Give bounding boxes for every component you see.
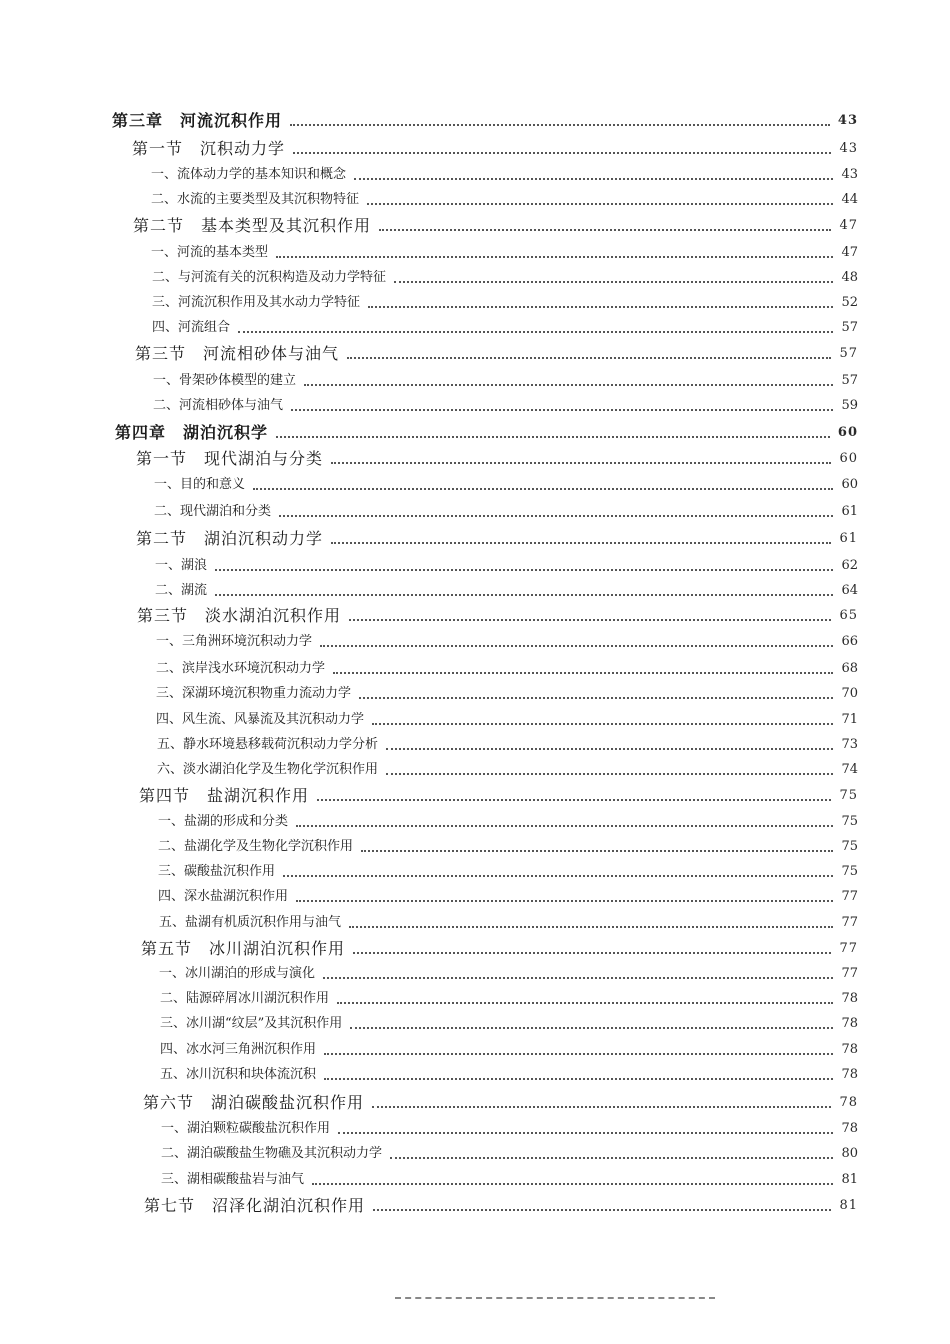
toc-entry [151,240,858,266]
toc-entry-page: 78 [841,1042,858,1057]
toc-entry-label: 第七节 沼泽化湖泊沉积作用 [144,1196,366,1215]
toc-entry-page: 75 [841,814,858,829]
toc-entry [156,656,858,682]
toc-entry [115,420,858,446]
toc-entry [143,1090,858,1116]
toc-entry [159,910,858,936]
toc-entry [112,108,858,134]
dot-leader [367,203,833,205]
toc-entry-label: 二、河流相砂体与油气 [153,398,284,413]
toc-entry-page: 52 [841,295,858,310]
toc-entry-label: 四、冰水河三角洲沉积作用 [160,1042,317,1057]
toc-entry-label: 四、风生流、风暴流及其沉积动力学 [156,712,365,727]
toc-entry-page: 81 [839,1198,858,1213]
toc-entry-label: 六、淡水湖泊化学及生物化学沉积作用 [157,762,379,777]
toc-entry-label: 二、滨岸浅水环境沉积动力学 [156,661,326,676]
toc-entry-page: 61 [841,504,858,519]
toc-entry-page: 59 [841,398,858,413]
toc-entry [158,809,858,835]
dot-leader [349,926,833,928]
toc-entry [158,884,858,910]
toc-entry-label: 二、与河流有关的沉积构造及动力学特征 [152,270,387,285]
dot-leader [291,409,833,411]
dot-leader [331,462,831,464]
toc-entry-label: 一、骨架砂体模型的建立 [153,373,297,388]
dot-leader [296,825,833,827]
dot-leader [359,697,833,699]
toc-entry-label: 三、深湖环境沉积物重力流动力学 [156,686,352,701]
toc-entry [137,603,858,629]
dot-leader [347,357,831,359]
dot-leader [283,875,833,877]
dot-leader [394,281,833,283]
toc-entry-label: 第四节 盐湖沉积作用 [139,786,310,805]
dot-leader [317,799,831,801]
toc-entry-label: 二、盐湖化学及生物化学沉积作用 [158,839,354,854]
toc-entry [161,1167,858,1193]
toc-entry-label: 第三节 淡水湖泊沉积作用 [137,606,342,625]
toc-entry [160,1037,858,1063]
toc-entry-label: 第一节 沉积动力学 [132,139,286,158]
toc-entry-label: 第五节 冰川湖泊沉积作用 [141,939,346,958]
toc-entry [151,162,858,188]
toc-entry-label: 第三章 河流沉积作用 [112,111,283,130]
toc-entry-page: 77 [841,966,858,981]
toc-entry-page: 77 [841,915,858,930]
dot-leader [276,256,833,258]
dot-leader [324,1053,833,1055]
dot-leader [333,672,833,674]
toc-entry-label: 第四章 湖泊沉积学 [115,423,269,442]
toc-entry-page: 81 [841,1172,858,1187]
toc-entry-page: 74 [841,762,858,777]
toc-entry-page: 68 [841,661,858,676]
toc-entry-page: 70 [841,686,858,701]
toc-entry-page: 77 [839,941,858,956]
toc-entry-page: 57 [839,346,858,361]
toc-entry-label: 二、陆源碎屑冰川湖沉积作用 [160,991,330,1006]
toc-entry-page: 43 [841,167,858,182]
toc-entry [152,315,858,341]
toc-entry-page: 78 [841,1121,858,1136]
toc-entry [156,681,858,707]
toc-entry-label: 第二节 基本类型及其沉积作用 [133,216,372,235]
toc-entry [154,499,858,525]
dot-leader [279,515,833,517]
toc-entry [136,446,858,472]
toc-entry-page: 44 [841,192,858,207]
toc-entry-page: 78 [841,1016,858,1031]
toc-entry-page: 64 [841,583,858,598]
dot-leader [276,436,830,438]
toc-entry [152,290,858,316]
dot-leader [304,384,833,386]
toc-entry-label: 第三节 河流相砂体与油气 [135,344,340,363]
toc-entry [151,187,858,213]
dot-leader [386,748,833,750]
toc-entry-page: 75 [839,788,858,803]
toc-entry-label: 一、流体动力学的基本知识和概念 [151,167,347,182]
toc-entry-page: 43 [837,113,858,128]
dot-leader [361,850,833,852]
dot-leader [215,569,833,571]
dot-leader [331,542,831,544]
toc-entry-label: 一、三角洲环境沉积动力学 [156,634,313,649]
toc-entry-label: 一、目的和意义 [154,477,246,492]
toc-entry-page: 65 [839,608,858,623]
dot-leader [290,124,830,126]
dot-leader [379,229,831,231]
toc-entry [161,1141,858,1167]
dot-leader [372,723,833,725]
toc-entry-page: 47 [841,245,858,260]
toc-entry-label: 第六节 湖泊碳酸盐沉积作用 [143,1093,365,1112]
toc-entry-page: 80 [841,1146,858,1161]
dot-leader [320,645,833,647]
toc-entry [132,136,858,162]
toc-entry [133,213,858,239]
toc-entry-page: 73 [841,737,858,752]
toc-entry-label: 一、河流的基本类型 [151,245,269,260]
toc-entry [159,961,858,987]
toc-entry-page: 57 [841,320,858,335]
toc-entry [135,341,858,367]
dot-leader [390,1157,833,1159]
toc-entry-page: 77 [841,889,858,904]
toc-entry-label: 四、深水盐湖沉积作用 [158,889,289,904]
toc-entry-page: 62 [841,558,858,573]
toc-entry [155,578,858,604]
toc-entry [157,757,858,783]
toc-entry-label: 一、湖泊颗粒碳酸盐沉积作用 [161,1121,331,1136]
toc-entry-label: 三、冰川湖“纹层”及其沉积作用 [160,1016,343,1031]
dot-leader [238,331,833,333]
dot-leader [368,306,833,308]
toc-entry [161,1116,858,1142]
dot-leader [323,977,833,979]
dot-leader [253,488,833,490]
toc-entry-page: 57 [841,373,858,388]
toc-entry-page: 60 [839,451,858,466]
toc-entry-label: 五、冰川沉积和块体流沉积 [160,1067,317,1082]
toc-entry [160,986,858,1012]
toc-entry [136,526,858,552]
toc-entry-page: 47 [839,218,858,233]
toc-entry [154,472,858,498]
dot-leader [293,152,831,154]
toc-entry-page: 78 [839,1095,858,1110]
dot-leader [338,1132,833,1134]
dot-leader [373,1209,831,1211]
page-bottom-rule [395,1297,715,1299]
dot-leader [324,1078,833,1080]
toc-entry [158,834,858,860]
toc-entry [153,368,858,394]
toc-entry-label: 第一节 现代湖泊与分类 [136,449,324,468]
toc-entry-label: 二、现代湖泊和分类 [154,504,272,519]
dot-leader [296,900,833,902]
dot-leader [354,178,833,180]
toc-entry [141,936,858,962]
dot-leader [386,773,833,775]
toc-entry-page: 60 [841,477,858,492]
dot-leader [372,1106,831,1108]
toc-entry-label: 五、静水环境悬移载荷沉积动力学分析 [157,737,379,752]
toc-entry-page: 43 [839,141,858,156]
toc-entry-label: 二、水流的主要类型及其沉积物特征 [151,192,360,207]
toc-entry-label: 一、湖浪 [155,558,208,573]
toc-entry-page: 71 [841,712,858,727]
toc-entry-label: 三、河流沉积作用及其水动力学特征 [152,295,361,310]
toc-entry [160,1062,858,1088]
toc-entry [152,265,858,291]
toc-entry-page: 61 [839,531,858,546]
toc-entry-label: 五、盐湖有机质沉积作用与油气 [159,915,342,930]
toc-entry-label: 一、盐湖的形成和分类 [158,814,289,829]
toc-entry-page: 75 [841,864,858,879]
toc-entry [139,783,858,809]
dot-leader [337,1002,833,1004]
toc-entry-page: 78 [841,991,858,1006]
dot-leader [312,1183,833,1185]
toc-entry [156,629,858,655]
toc-entry-label: 三、碳酸盐沉积作用 [158,864,276,879]
toc-entry [160,1011,858,1037]
toc-entry [155,553,858,579]
toc-entry-label: 四、河流组合 [152,320,231,335]
toc-entry-label: 三、湖相碳酸盐岩与油气 [161,1172,305,1187]
toc-entry [157,732,858,758]
dot-leader [350,1027,833,1029]
toc-entry-page: 75 [841,839,858,854]
toc-entry-page: 48 [841,270,858,285]
toc-entry-label: 二、湖流 [155,583,208,598]
dot-leader [353,952,831,954]
dot-leader [349,619,831,621]
toc-entry-page: 78 [841,1067,858,1082]
toc-entry-page: 60 [837,425,858,440]
toc-entry [144,1193,858,1219]
toc-entry [158,859,858,885]
toc-entry-page: 66 [841,634,858,649]
toc-entry [156,707,858,733]
toc-entry-label: 第二节 湖泊沉积动力学 [136,529,324,548]
toc-entry-label: 二、湖泊碳酸盐生物礁及其沉积动力学 [161,1146,383,1161]
dot-leader [215,594,833,596]
toc-entry [153,393,858,419]
toc-entry-label: 一、冰川湖泊的形成与演化 [159,966,316,981]
